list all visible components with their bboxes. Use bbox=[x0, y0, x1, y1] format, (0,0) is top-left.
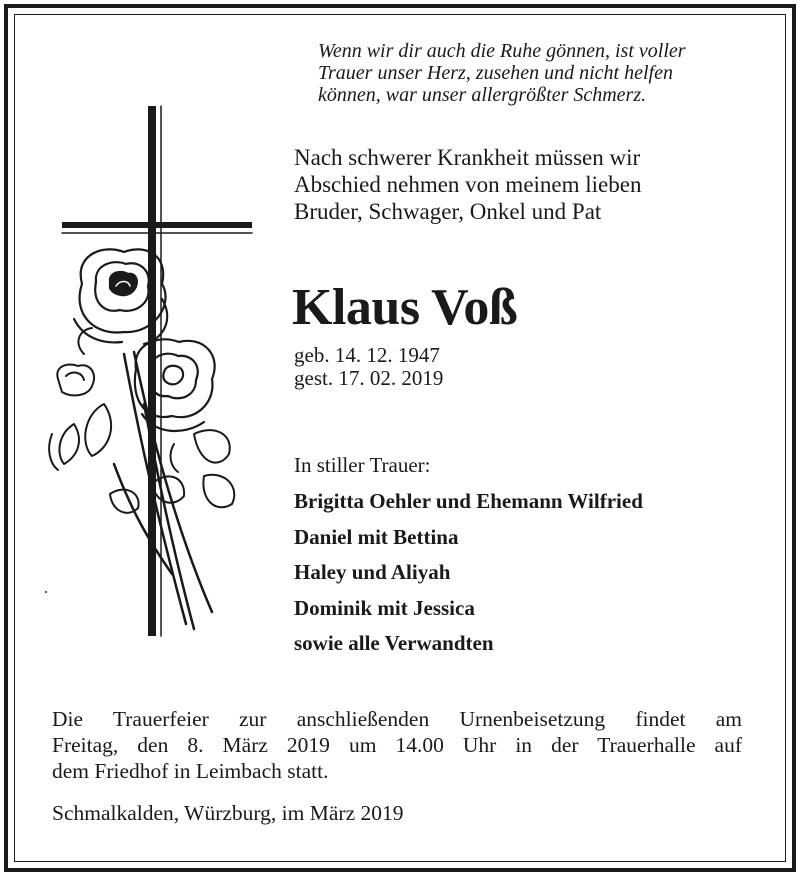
cross-with-roses-icon bbox=[44, 104, 264, 644]
intro-line: Nach schwerer Krankheit müssen wir bbox=[294, 145, 641, 170]
death-date: gest. 17. 02. 2019 bbox=[294, 366, 444, 390]
quote-line: Trauer unser Herz, zusehen und nicht helfen bbox=[318, 62, 673, 84]
mourner-item: sowie alle Verwandten bbox=[294, 631, 494, 655]
life-dates bbox=[294, 344, 443, 390]
quote-line: können, war unser allergrößter Schmerz. bbox=[318, 84, 647, 106]
mourner-item: Haley und Aliyah bbox=[294, 560, 451, 584]
ceremony-line: dem Friedhof in Leimbach statt. bbox=[52, 759, 329, 783]
mourner-item: Daniel mit Bettina bbox=[294, 524, 459, 549]
mourners-list bbox=[294, 484, 643, 662]
mourner-item: Dominik mit Jessica bbox=[294, 595, 475, 620]
mourning-heading: In stiller Trauer: bbox=[294, 453, 431, 477]
ceremony-line: Die Trauerfeier zur anschließenden Urnenbeisetzung findet am bbox=[52, 707, 742, 731]
epigraph-quote bbox=[318, 40, 758, 106]
intro-line: Bruder, Schwager, Onkel und Pat bbox=[294, 199, 602, 224]
birth-date: geb. 14. 12. 1947 bbox=[294, 343, 440, 367]
place-and-date: Schmalkalden, Würzburg, im März 2019 bbox=[52, 801, 404, 825]
ceremony-line: Freitag, den 8. März 2019 um 14.00 Uhr in der Trauerhalle auf bbox=[52, 733, 742, 757]
quote-line: Wenn wir dir auch die Ruhe gönnen, ist voller bbox=[318, 40, 686, 62]
mourner-item: Brigitta Oehler und Ehemann Wilfried bbox=[294, 489, 643, 513]
intro-line: Abschied nehmen von meinem lieben bbox=[294, 172, 642, 197]
ceremony-notice bbox=[52, 706, 742, 784]
announcement-intro bbox=[294, 144, 754, 225]
deceased-name: Klaus Voß bbox=[292, 279, 518, 336]
